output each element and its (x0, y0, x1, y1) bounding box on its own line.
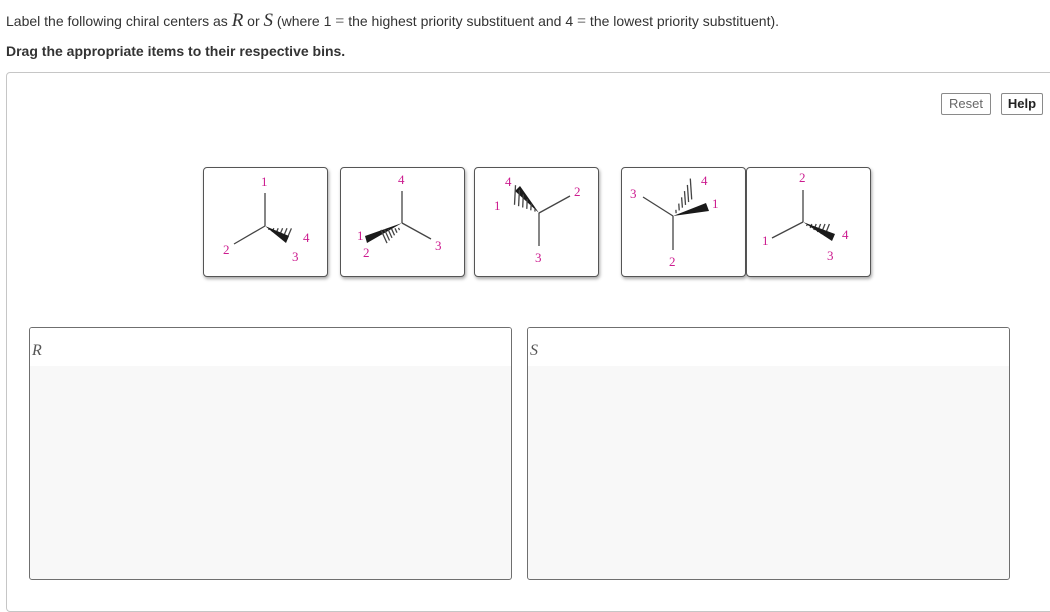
substituent-label: 4 (303, 230, 310, 245)
bin-s[interactable] (527, 327, 1010, 580)
bin-r[interactable] (29, 327, 512, 580)
substituent-label: 2 (799, 170, 806, 185)
draggable-molecule-5[interactable] (746, 167, 871, 277)
substituent-label: 4 (505, 174, 512, 189)
substituent-label: 1 (712, 196, 719, 211)
substituent-label: 1 (762, 233, 769, 248)
instruction-part: the highest priority substituent and 4 (344, 13, 577, 29)
instruction-part: Label the following chiral centers as (6, 13, 232, 29)
substituent-label: 4 (701, 173, 708, 188)
substituent-label: 4 (842, 227, 849, 242)
draggable-molecule-2[interactable] (340, 167, 465, 277)
substituent-label: 3 (292, 249, 299, 264)
bin-header (30, 328, 511, 366)
help-button[interactable]: Help (1001, 93, 1043, 115)
substituent-label: 1 (357, 228, 364, 243)
substituent-label: 3 (630, 186, 637, 201)
instruction-part: the lowest priority substituent). (586, 13, 779, 29)
molecule-structure (204, 168, 327, 276)
substituent-label: 3 (435, 238, 442, 253)
molecule-structure (475, 168, 598, 276)
bin-label-s: S (530, 342, 538, 360)
substituent-label: 3 (827, 248, 834, 263)
substituent-label: 3 (535, 250, 542, 265)
substituent-label: 2 (363, 245, 370, 260)
substituent-label: 4 (398, 172, 405, 187)
molecule-structure (622, 168, 745, 276)
substituent-label: 2 (223, 242, 230, 257)
molecule-structure (341, 168, 464, 276)
substituent-label: 1 (494, 198, 501, 213)
equals-sign: = (335, 13, 344, 30)
instruction-part: or (243, 13, 263, 29)
instruction-text (6, 10, 779, 32)
substituent-label: 2 (574, 184, 581, 199)
reset-button[interactable]: Reset (941, 93, 991, 115)
equals-sign: = (577, 13, 586, 30)
substituent-label: 1 (261, 174, 268, 189)
draggable-molecule-4[interactable] (621, 167, 746, 277)
drag-instruction: Drag the appropriate items to their respective bins. (6, 43, 345, 59)
instruction-part: (where 1 (273, 13, 335, 29)
molecule-structure (747, 168, 870, 276)
draggable-molecule-1[interactable] (203, 167, 328, 277)
bin-header (528, 328, 1009, 366)
substituent-label: 2 (669, 254, 676, 269)
var-r: R (232, 10, 244, 31)
draggable-molecule-3[interactable] (474, 167, 599, 277)
bin-label-r: R (32, 342, 42, 360)
var-s: S (264, 10, 274, 31)
